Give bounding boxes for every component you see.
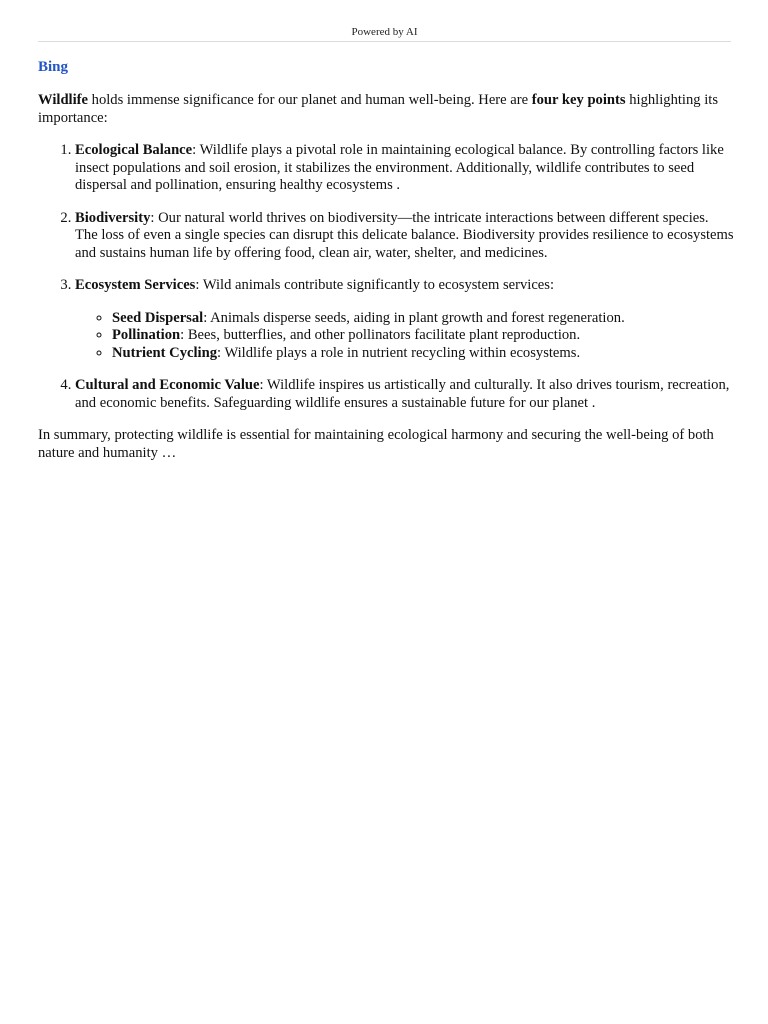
sub-point-pollination — [112, 327, 734, 345]
key-point-text: : Wildlife inspires us artistically and culturally. It also drives tourism, recreation, and economic benefits. Safeguarding wildlife ensures a sustainable future for our planet . — [75, 377, 730, 411]
key-point-cultural-economic-value — [75, 377, 734, 412]
sub-point-nutrient-cycling — [112, 345, 734, 363]
sub-point-text: : Bees, butterflies, and other pollinators facilitate plant reproduction. — [180, 327, 581, 343]
key-point-text: : Our natural world thrives on biodiversity—the intricate interactions between different species. The loss of even a single species can disrupt this delicate balance. Biodiversity provides resilience to ecosystems and sustains human life by offering food, clean air, water, shelter, and medicines. — [75, 209, 734, 261]
key-points-list — [38, 142, 734, 412]
sub-point-text: : Wildlife plays a role in nutrient recycling within ecosystems. — [217, 344, 581, 361]
intro-lead-bold: Wildlife — [38, 92, 89, 108]
key-point-biodiversity — [75, 210, 734, 263]
sub-point-title: Pollination — [112, 327, 181, 343]
key-point-ecosystem-services — [75, 277, 734, 362]
sub-point-title: Nutrient Cycling — [112, 344, 217, 361]
sub-point-seed-dispersal — [112, 310, 734, 328]
answer-content — [38, 58, 734, 462]
summary-paragraph: In summary, protecting wildlife is essential for maintaining ecological harmony and securing the well-being of both nature and humanity … — [38, 427, 714, 461]
powered-by-header — [38, 26, 731, 42]
key-point-ecological-balance — [75, 142, 734, 195]
key-point-title: Cultural and Economic Value — [75, 377, 260, 393]
source-link[interactable]: Bing — [38, 59, 69, 75]
powered-by-label: Powered by AI — [351, 26, 418, 38]
key-point-text: : Wildlife plays a pivotal role in maintaining ecological balance. By controlling factors like insect populations and soil erosion, it stabilizes the environment. Additionally, wildlife contributes to seed dispersal and pollination, ensuring healthy ecosystems . — [75, 142, 724, 193]
intro-text-2: highlighting its importance: — [38, 92, 719, 126]
sub-point-title: Seed Dispersal — [112, 309, 204, 326]
intro-paragraph — [38, 92, 734, 127]
intro-text-1: holds immense significance for our planet and human well-being. Here are — [88, 92, 532, 108]
intro-mid-bold: four key points — [531, 92, 626, 108]
key-point-text: : Wild animals contribute significantly to ecosystem services: — [195, 277, 555, 293]
key-point-title: Biodiversity — [75, 209, 151, 226]
ecosystem-services-sublist — [75, 310, 734, 363]
sub-point-text: : Animals disperse seeds, aiding in plant growth and forest regeneration. — [203, 309, 625, 326]
key-point-title: Ecological Balance — [75, 142, 193, 158]
key-point-title: Ecosystem Services — [75, 277, 196, 293]
